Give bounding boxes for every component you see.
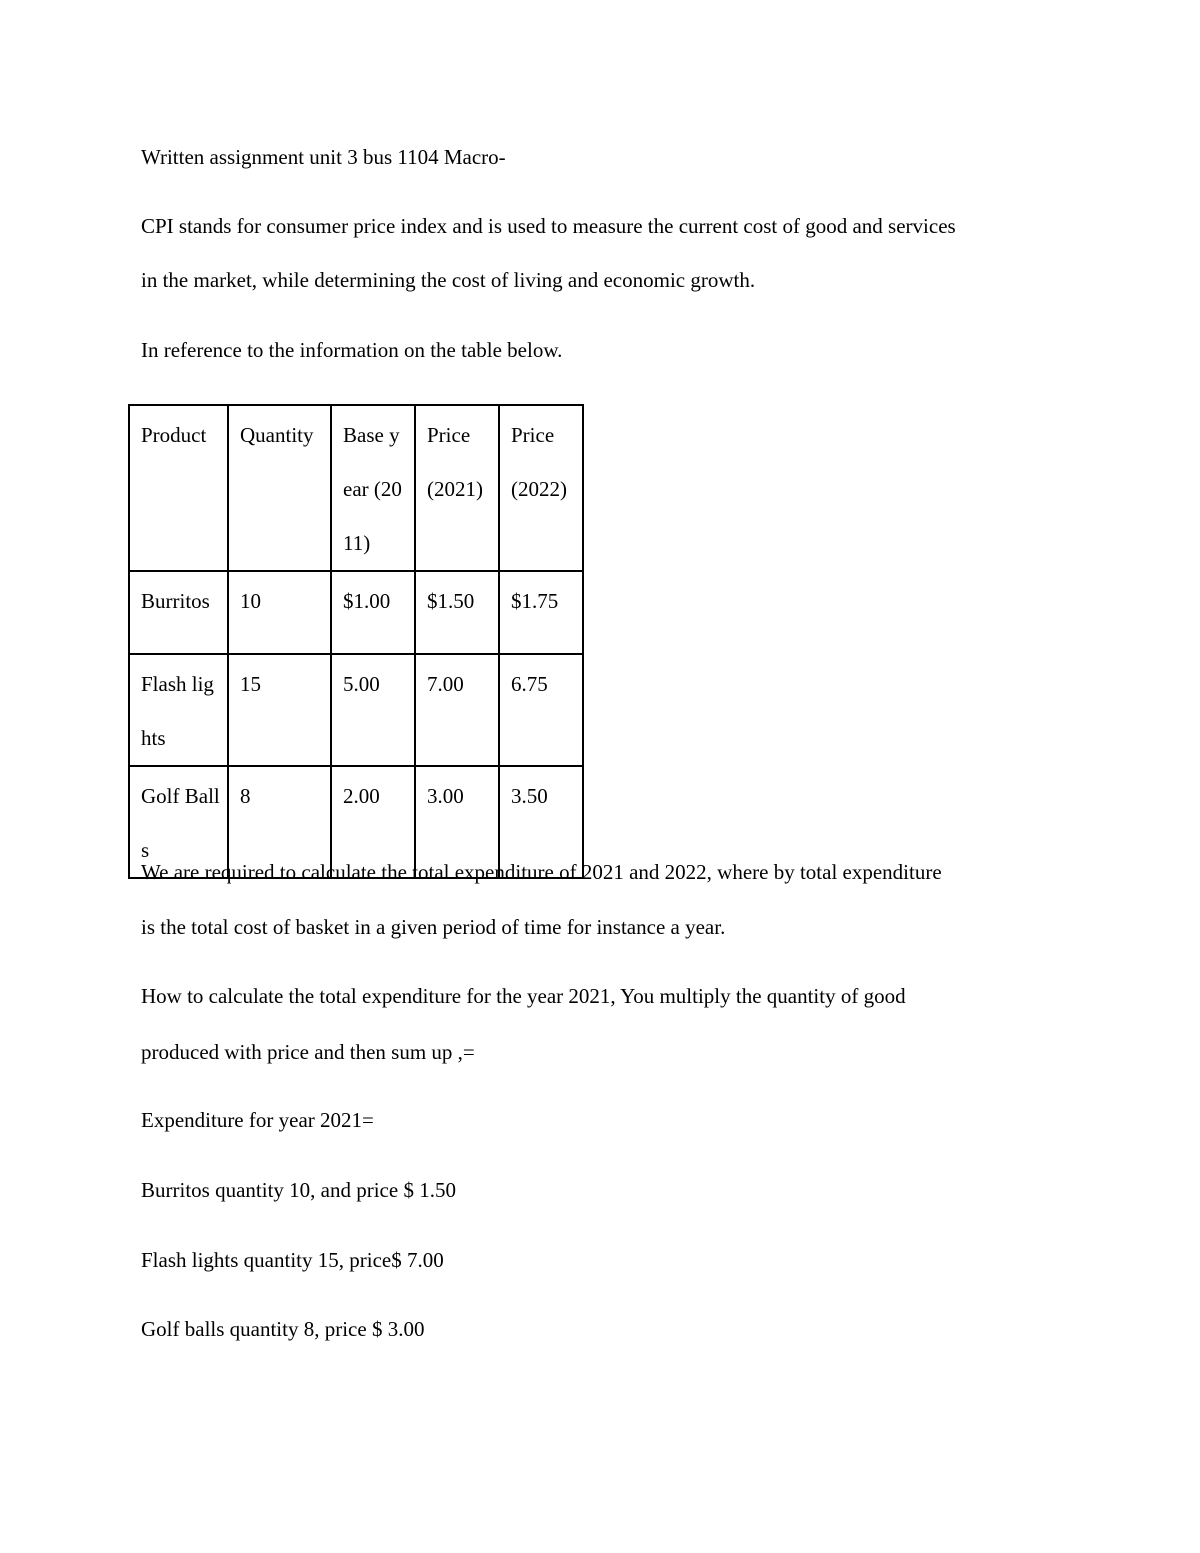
reference-line: In reference to the information on the table below. <box>141 338 563 362</box>
paragraph-3-line-2: produced with price and then sum up ,= <box>141 1040 475 1064</box>
paragraph-3-line-1: How to calculate the total expenditure for the year 2021, You multiply the quantity of good <box>141 984 906 1008</box>
cell-price-2021: 3.00 <box>415 766 499 878</box>
header-quantity: Quantity <box>228 405 331 571</box>
item-golf-balls: Golf balls quantity 8, price $ 3.00 <box>141 1317 425 1341</box>
cell-price-2022: $1.75 <box>499 571 583 654</box>
expenditure-heading: Expenditure for year 2021= <box>141 1108 374 1132</box>
document-title: Written assignment unit 3 bus 1104 Macro- <box>141 145 506 169</box>
cell-base-price: $1.00 <box>331 571 415 654</box>
item-flash-lights: Flash lights quantity 15, price$ 7.00 <box>141 1248 444 1272</box>
item-burritos: Burritos quantity 10, and price $ 1.50 <box>141 1178 456 1202</box>
price-table <box>128 404 584 879</box>
paragraph-2-line-1: We are required to calculate the total expenditure of 2021 and 2022, where by total expenditure <box>141 860 942 884</box>
paragraph-2-line-2: is the total cost of basket in a given period of time for instance a year. <box>141 915 726 939</box>
cell-price-2021: $1.50 <box>415 571 499 654</box>
header-product: Product <box>129 405 228 571</box>
table-row <box>129 654 583 766</box>
cell-product: Burritos <box>129 571 228 654</box>
cell-quantity: 8 <box>228 766 331 878</box>
table-header-row <box>129 405 583 571</box>
cell-quantity: 10 <box>228 571 331 654</box>
intro-line-1: CPI stands for consumer price index and is used to measure the current cost of good and services <box>141 214 956 238</box>
cell-price-2022: 3.50 <box>499 766 583 878</box>
table-row <box>129 571 583 654</box>
cell-base-price: 5.00 <box>331 654 415 766</box>
cell-product: Flash lights <box>129 654 228 766</box>
header-price-2021: Price (2021) <box>415 405 499 571</box>
cell-base-price: 2.00 <box>331 766 415 878</box>
intro-line-2: in the market, while determining the cost of living and economic growth. <box>141 268 756 292</box>
cell-price-2022: 6.75 <box>499 654 583 766</box>
cell-price-2021: 7.00 <box>415 654 499 766</box>
header-price-2022: Price (2022) <box>499 405 583 571</box>
cell-quantity: 15 <box>228 654 331 766</box>
cell-product: Golf Balls <box>129 766 228 878</box>
header-base-year: Base year (2011) <box>331 405 415 571</box>
